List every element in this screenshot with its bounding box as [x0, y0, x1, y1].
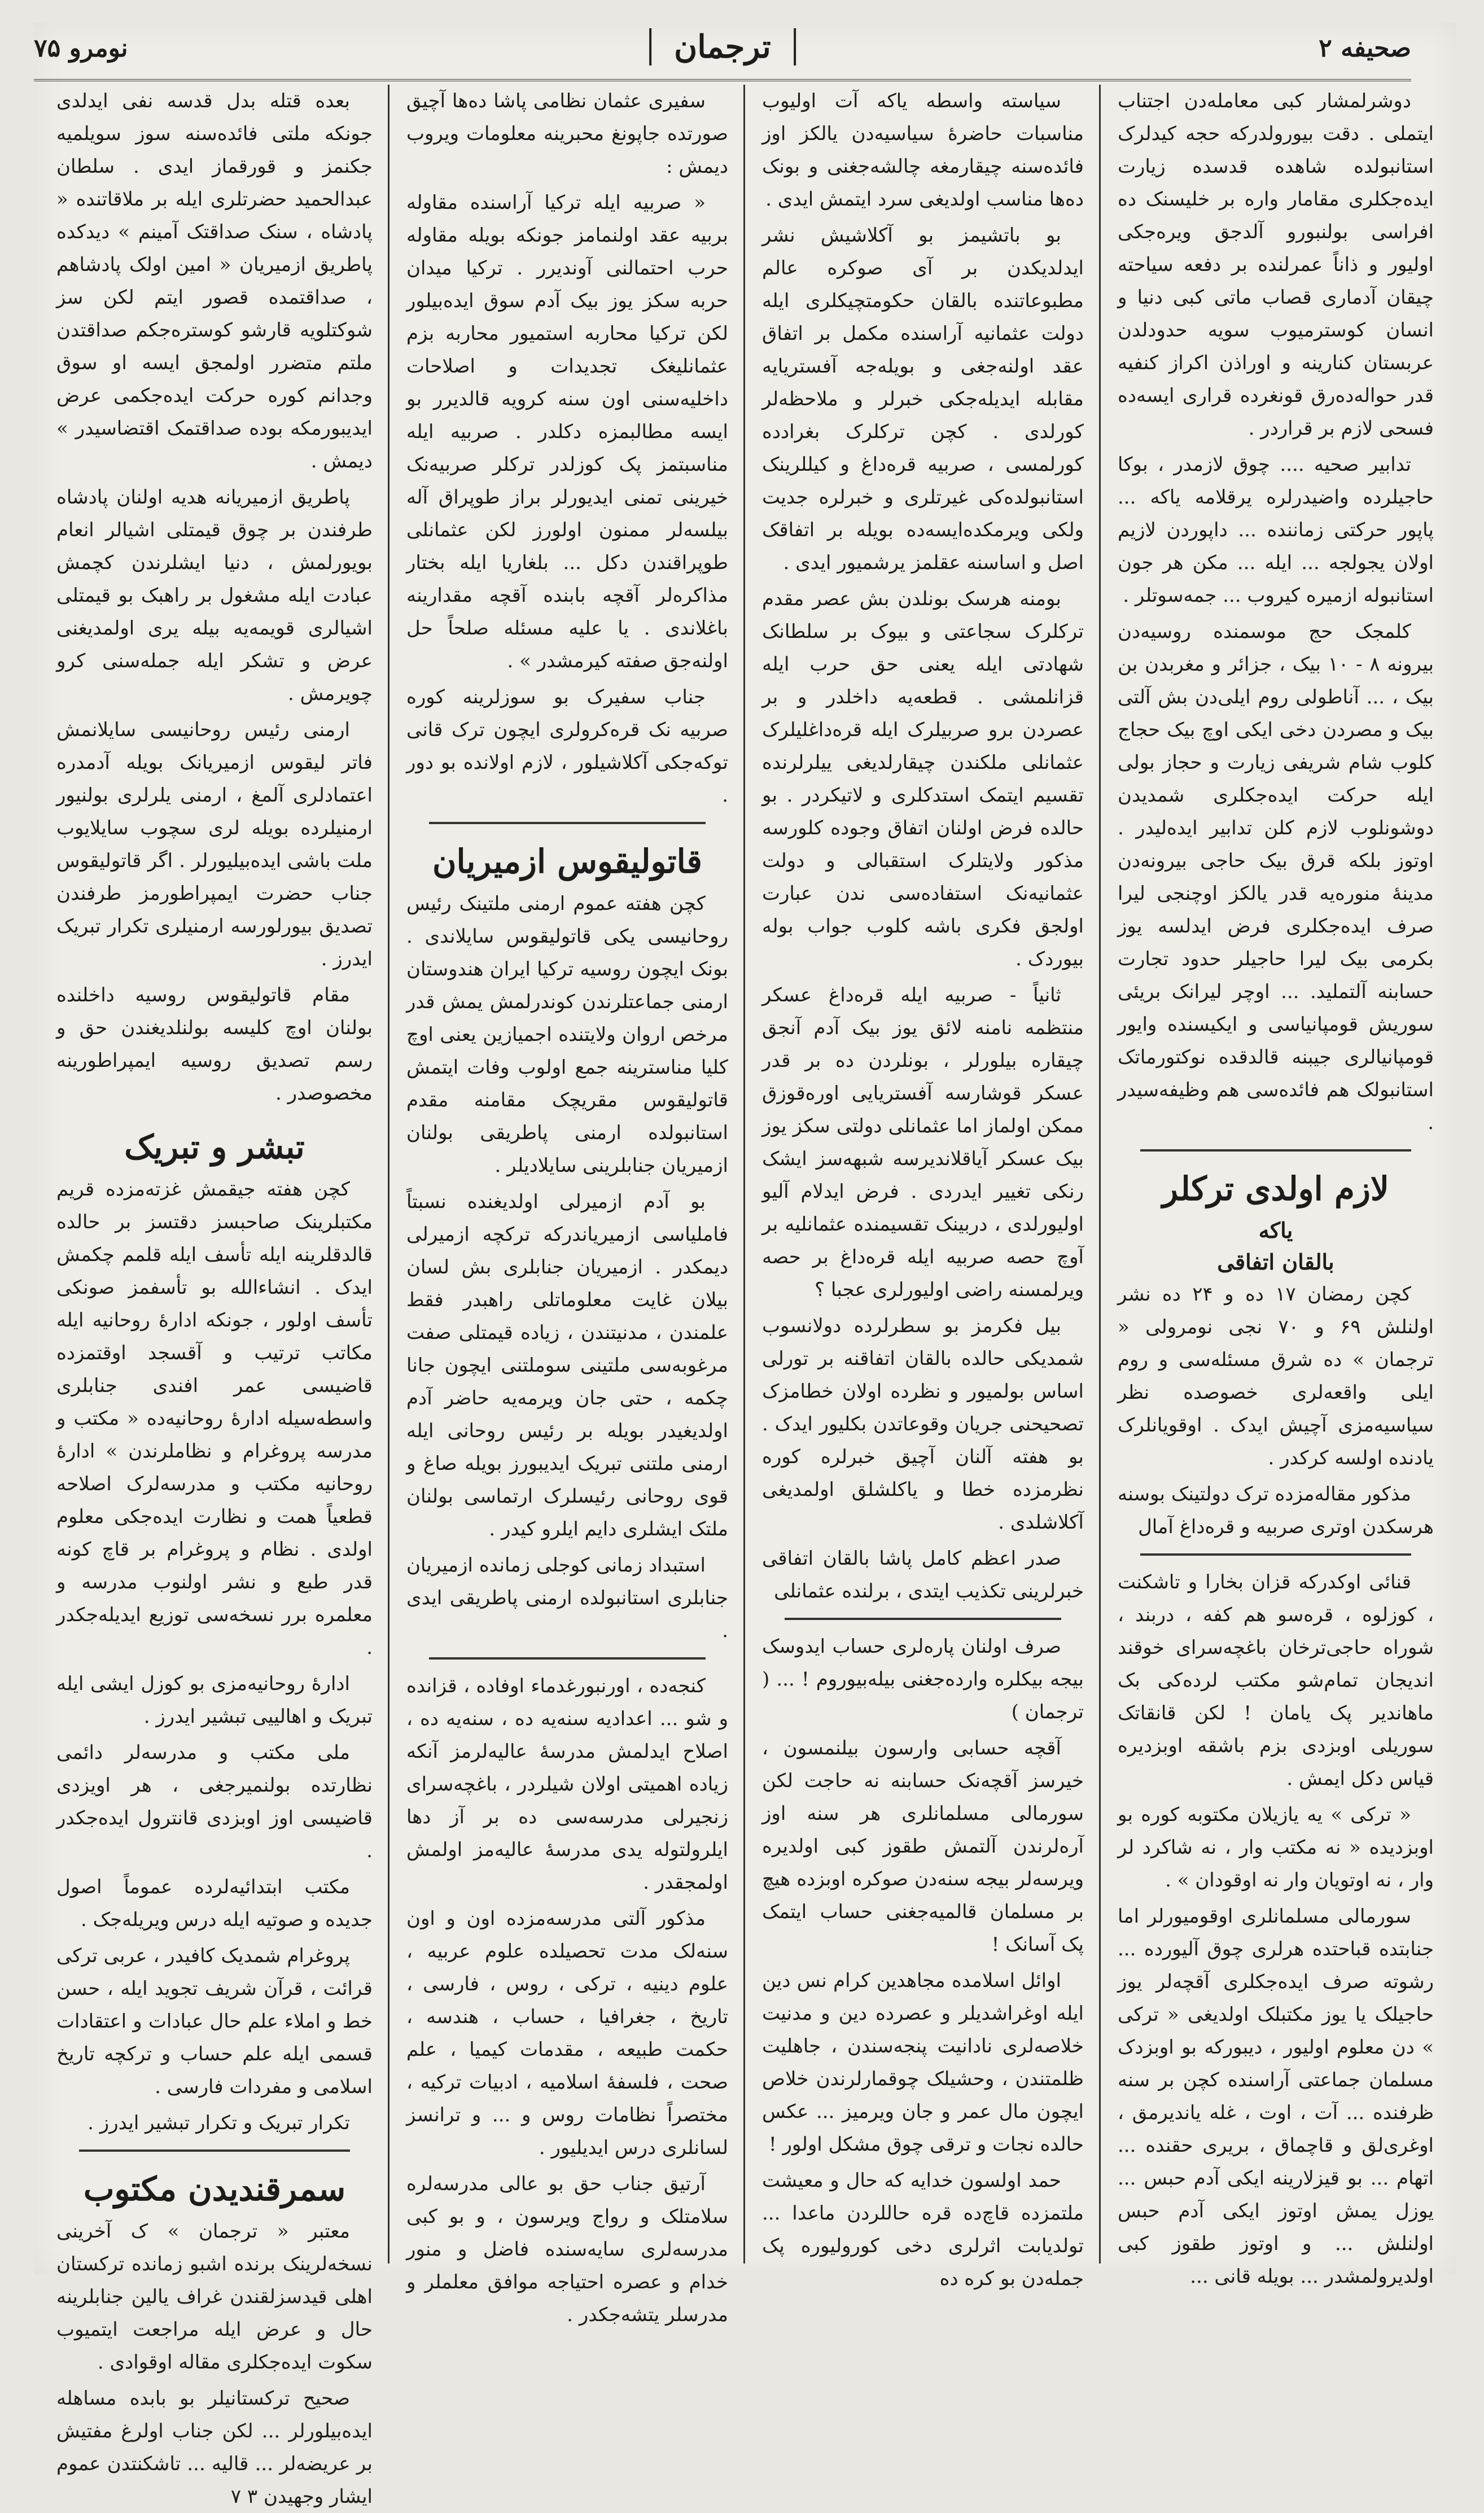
paragraph: معتبر « ترجمان » ک آخرینی نسخه‌لرینک برنده اشبو زمانده ترکستان اهلی قیدسزلقندن غراف یالین جنابلرینه حال و عرض ایله مراجعت ایتمیوب سکوت ایده‌جکلری مقاله اوقوادی .	[56, 2220, 373, 2374]
paragraph: ملی مکتب و مدرسه‌لر دائمی نظارتده بولنمیرجغی ، هر اویزدی قاضیسی اوز اوبزدی قانترول ایده‌جکدر .	[56, 1741, 373, 1862]
paragraph: مذکور آلتی مدرسه‌مزده اون و اون سنه‌لک مدت تحصیلده علوم عربیه ، علوم دینیه ، ترکی ، روس ، فارسی ، تاریخ ، جغرافیا ، حساب ، هندسه ، حکمت طبیعه ، مقدمات کیمیا ، علم صحت ، فلسفهٔ اسلامیه ، ادبیات ترکیه ، مختصراً نظامات روس و ... و ترانسز لسانلری درس ایدیلیور .	[406, 1907, 728, 2159]
paragraph: کچن هفته عموم ارمنی ملتینک رئیس روحانیسی یکی قاتولیقوس سایلاندی . بونک ایچون روسیه ترکیا ایران هندوستان ارمنی جماعتلرندن کوندرلمش یمش قدر مرخص اروان ولایتنده اجمیازین یعنی اوچ کلیا مناسترینه جمع اولوب وفات ایتمش قاتولیقوس مقریچک مقامنه مقدم استانبولده ارمنی پاطریقی بولنان ازمیریان جنابلرینی سایلادیلر .	[406, 892, 728, 1177]
newspaper-title: ترجمان	[649, 28, 796, 65]
paragraph: قنائی اوکدرکه قزان بخارا و تاشکنت ، کوزلوه ، قره‌سو هم کفه ، دربند ، شوراه حاجی‌ترخان باغچه‌سرای خوقند اندیجان تمام‌شو مکتب لرده‌کی بک ماهاندیر پک یامان ! لکن قانقاتک سوریلی اوبزدی بزم باشقه اوبزدیره قیاس دکل ایمش .	[1118, 1571, 1434, 1790]
paragraph: کچن هفته جیقمش غزته‌مزده قریم مکتبلرینک صاحبسز دقتسز بر حالده قالدقلرینه ایله تأسف ایله قلمم چکمش ایدک . انشاءالله بو تأسفمز صونکی تأسف اولور ، جونکه اداره‌ٔ روحانیه ایله مکاتب ترتیب و آقسجد اوقتمزده قاضیسی عمر افندی جنابلری واسطه‌سیله ادارهٔ روحانیه‌ده « مکتب و مدرسه پروغرام و نظاملرندن » ادارهٔ روحانیه مکتب و مدرسه‌لرک اصلاحه قطعیاً همت و نظارت ایده‌جکی معلوم اولدی . نظام و پروغرام بر قاچ کونه قدر طبع و نشر اولنوب مدرسه و معلمره برر نسخه‌سی توزیع ایدیله‌جکدر .	[56, 1178, 373, 1659]
paragraph: آقچه حسابی وارسون بیلنمسون ، خیرسز آقچه‌نک حسابنه نه حاجت لکن سورمالی مسلمانلری هر سنه اوز آره‌لرندن آلتمش طقوز کبی اولدیره ویرسه‌لر بیجه سنه‌دن صوکره اوبزده هیچ بر مسلمان قالمیه‌جغنی حساب ایتمک پک آسانک !	[762, 1737, 1084, 1956]
paragraph: جناب سفیرک بو سوزلرینه کوره صربیه نک قره‌کرولری ایچون ترک قانی توکه‌جکی آکلاشیلور ، لازم اولانده بو دور .	[406, 686, 728, 807]
paragraph: بعده قتله بدل قدسه نفی ایدلدی جونکه ملتی فائده‌سنه سوز سویلمیه جکنمز و قورقماز ایدی . سلطان عبدالحمید حضرتلری ایله بر ملاقاتنده « پادشاه ، سنک صداقتک آمینم » دیدکده پاطریق ازمیریان « امین اولک پادشاهم ، صداقتمده قصور ایتم لکن سز شوکتلویه قارشو کوستره‌جکم صداقتدن ملتم متضرر اولمجق ایسه او سوق وجدانم کوره حرکت ایده‌جکمی عرض ایدیبورمکه بوده صداقتمک اقتضاسیدر » دیمش .	[56, 90, 373, 472]
column-rule	[1099, 85, 1101, 2264]
paragraph: حمد اولسون خدایه که حال و معیشت ملتمزده قاچ‌ده قره حاللردن ماعدا ... تولدیابت اثرلری دخی کورولیوره پک جمله‌دن بو کره ده	[762, 2169, 1084, 2290]
column-rule	[743, 85, 745, 2264]
paragraph: بو آدم ازمیرلی اولدیغنده نسبتاً فاملیاسی ازمیریاندرکه ترکچه ازمیرلی دیمکدر . ازمیریان جنابلری بش لسان بیلان غایت معلوماتلی راهبدر فقط علمندن ، مدنیتندن ، زیاده قیمتلی صفت مرغوبه‌سی ملتینی سوملتنی ایچون جانا چکمه ، حتی جان ویرمه‌یه حاضر آدم اولدیغیدر بویله بر رئیس روحانی ایله ارمنی ملتنی تبریک ایدیبورز بویله صاغ و قوی روحانی رئیسلرک ارتماسی بولنان ملتک ایشلری دایم ایلرو کیدر .	[406, 1190, 728, 1540]
paragraph: ثانیاً - صربیه ایله قره‌داغ عسکر منتظمه نامنه لائق یوز بیک آدم آنجق چیقاره بیلورلر ، بونلردن ده بر قدر عسکر قوشارسه آفستریایی اوره‌قوزق ممکن اولماز اما عثمانلی دولتی سکز یوز بیک عسکر آیاقلاندیرسه شبهه‌سز ایشک رنکی تغییر ایدردی . فرض ایدلام آلیو اولیورلدی ، دربینک تقسیمنده عثمانلیه بر آوچ حصه صربیه ایله قره‌داغ بر حصه ویرلمسنه راضی اولیورلری عجبا ؟	[762, 984, 1084, 1301]
column-4	[56, 85, 373, 2508]
section-divider	[1140, 1553, 1411, 1556]
paragraph: مکتب ابتدائیه‌لرده عموماً اصول جدیده و صوتیه ایله درس ویریله‌جک .	[56, 1876, 373, 1931]
paragraph: صرف اولنان پاره‌لری حساب ایدوسک بیجه بیکلره وارده‌جغنی بیله‌بیوروم ! ... ( ترجمان )	[762, 1635, 1084, 1723]
section-divider	[429, 1657, 706, 1660]
paragraph: آرتیق جناب حق بو عالی مدرسه‌لره سلامتلک و رواج ویرسون ، و بو کبی مدرسه‌لری سایه‌سنده فاضل و منور خدام و عصره احتیاجه موافق معلملر و مدرسلر یتشه‌جکدر .	[406, 2173, 728, 2326]
column-rule	[388, 85, 389, 2264]
paragraph: « ترکی » یه یازیلان مکتوبه کوره بو اوبزدیده « نه مکتب وار ، نه شاکرد لر وار ، نه اوتویان وار نه اوقودان » .	[1118, 1803, 1434, 1892]
paragraph: مذکور مقاله‌مزده ترک دولتینک بوسنه هرسکدن اوتری صربیه و قره‌داغ آمال	[1118, 1483, 1434, 1538]
paragraph: سیاسته واسطه یاکه آت اولیوب مناسبات حاضرهٔ سیاسیه‌دن یالکز اوز فائده‌سنه چیقارمغه چالشه‌جغنی و بونک ده‌ها مناسب اولدیغی سرد ایتمش ایدی .	[762, 90, 1084, 211]
issue-number-label: نومرو ۷۵	[34, 34, 128, 63]
paragraph: سورمالی مسلمانلری اوقومیورلر اما جنابتده قباحتده هرلری چوق آلیورده ... رشوته صرف ایده‌جکلری آقچه‌لر یوز حاجیلک یا یوز مکتبلک اولدیغی « ترکی » دن معلوم اولیور ، دیبورکه بو اوبزدک مسلمان جماعتی آراسنده کچن بر سنه ظرفنده ... آت ، اوت ، غله یاندیرمق ، اوغری‌لق و قاچماق ، بریری حقنده ... اتهام ... بو قیزلارینه ایکی آدم حبس ... یوزل یمش اوتوز ایکی آدم حبس اولنلش ... و اوتوز طقوز کبی اولدیرولمشدر ... بویله قانی ...	[1118, 1905, 1434, 2288]
section-divider	[79, 2149, 350, 2152]
paragraph: اداره‌ٔ روحانیه‌مزی بو کوزل ایشی ایله تبریک و اهالییی تبشیر ایدرز .	[56, 1673, 373, 1728]
paragraph: مقام قاتولیقوس روسیه داخلنده بولنان اوچ کلیسه بولنلدیغندن حق و رسم تصدیق روسیه ایمپراطورینه مخصوصدر .	[56, 984, 373, 1105]
section-divider	[429, 822, 706, 824]
paragraph: بومنه هرسک بونلدن بش عصر مقدم ترکلرک سجاعتی و بیوک بر سلطانک شهادتی ایله یعنی حق حرب ایله قزانلمشی . قطعه‌یه داخلدر و بر عصردن برو صربیلرک ایله قره‌داغلیلرک عثمانلی ملکندن چیقارلدیغی ییلرلرنده تقسیم ایتمک استدکلری و لاتیکردر . بو حالده فرض اولنان اتفاق وجوده کلورسه مذکور ولایتلرک استقبالی و دولت عثمانیه‌نک استفاده‌سی ندن عبارت اولجق فکری باشه کلوب جواب بوله بیوردک .	[762, 588, 1084, 970]
paragraph: سفیری عثمان نظامی پاشا ده‌ها آچیق صورتده جاپونغ محبرینه معلومات ویروب دیمش :	[406, 90, 728, 178]
article-subheading: یاکه	[1258, 1218, 1293, 1243]
paragraph: اوائل اسلامده مجاهدین کرام نس دین ایله اوغراشدیلر و عصرده دین و مدنیت خلاصه‌لری نادانیت پنجه‌سندن ، جاهلیت ظلمتندن ، وحشیلک چوقمارلرندن خلاص ایچون مال عمر و جان ویرمیز ... عکس حالده نجات و ترقی چوق مشکل اولور !	[762, 1969, 1084, 2156]
paragraph: ارمنی رئیس روحانیسی سایلانمش فاتر لیقوس ازمیریانک بویله آدمدره اعتمادلری آلمغ ، ارمنی یلرلری بولنیور ارمنیلرده بویله لری سچوب سایلایوب ملت باشی ایده‌بیلیورلر . اگر قاتولیقوس جناب حضرت ایمپراطورمز طرفندن تصدیق بیورلورسه ارمنیلری تکرار تبریک ایدرز .	[56, 719, 373, 970]
paragraph: بو باتشیمز بو آکلاشیش نشر ایدلدیکدن بر آی صوکره عالم مطبوعاتنده بالقان حکومتچیکلری ایله دولت عثمانیه آراسنده مکمل بر اتفاق عقد اولنه‌جغی و بویله‌جه آفستریایه مقابله ایدیله‌جکی خبرلر و ملاحظه‌لر کورلدی . کچن ترکلرک بغرادده کورلمسی ، صربیه قره‌داغ و کیللرینک استانبولده‌کی غیرتلری و خبرلره جدیت ولکی ویرمکده‌ایسه‌ده بویله بر اتفاقک اصل و اساسنه عقلمز یرشمیور ایدی .	[762, 224, 1084, 574]
paragraph: پاطریق ازمیریانه هدیه اولنان پادشاه طرفندن بر چوق قیمتلی اشیالر انعام بویورلمش ، دنیا ایشلرندن کچمش عبادت ایله مشغول بر راهبک بو قیمتلی اشیالری قویمه‌یه بیله یری اولمدیغنی عرض و تشکر ایله جمله‌سنی کرو چویرمش .	[56, 486, 373, 705]
article-headline: قاتولیقوس ازمیریان	[432, 842, 703, 881]
column-2	[762, 85, 1084, 2290]
paragraph: پروغرام شمدیک کافیدر ، عربی ترکی قرائت ، قرآن شریف تجوید ایله ، حسن خط و املاء علم حال عبادات و اعتقادات قسمی ایله علم حساب و ترکچه تاریخ اسلامی و مفردات فارسی .	[56, 1945, 373, 2098]
paragraph: صدر اعظم کامل پاشا بالقان اتفاقی خبرلرینی تکذیب ایتدی ، برلنده عثمانلی	[762, 1547, 1084, 1603]
section-divider	[785, 1618, 1061, 1620]
masthead	[34, 23, 1411, 85]
paragraph: استبداد زمانی کوجلی زمانده ازمیریان جنابلری استانبولده ارمنی پاطریقی ایدی .	[406, 1554, 728, 1642]
paragraph: تکرار تبریک و تکرار تبشیر ایدرز .	[87, 2112, 350, 2134]
section-divider	[1140, 1149, 1411, 1152]
column-area	[56, 85, 1434, 2508]
article-headline: سمرقندیدن مکتوب	[83, 2170, 346, 2208]
column-3	[406, 85, 728, 2326]
paragraph: « صربیه ایله ترکیا آراسنده مقاوله بربیه عقد اولنمامز جونکه بویله مقاوله حرب احتمالنی آوندیرر . ترکیا میدان حربه سکز یوز بیک آدم سوق ایده‌بیلور لکن ترکیا محاربه استمیور محاربه بزم عثمانلیغک تجدیدات و اصلاحات داخلیه‌سنی اون سنه کرویه قالدیرر بو ایسه مطالبمزه دکلدر . صربیه ایله مناسبتمز پک کوزلدر ترکلر صربیه‌نک خیرینی تمنی ایدیورلر براز طوپراق آله بیلسه‌لر ممنون اولورز لکن عثمانلی طوپراقندن دکل ... بلغاریا ایله بختار مذاکره‌لر آقچه بابنده آقچه مقدارینه باغلاندی . یا علیه مسئله صلحاً حل اولنه‌جق صفته کیرمشدر » .	[406, 191, 728, 672]
article-subheading: بالقان اتفاقی	[1217, 1249, 1334, 1275]
paragraph: صحیح ترکستانیلر بو بابده مساهله ایده‌بیلورلر ... لکن جناب اولرغ مفتیش بر عریضه‌لر ... قالیه ... تاشکنتدن عموم ایشار وجهیدن ۳ ۷	[56, 2387, 373, 2508]
column-1	[1118, 85, 1434, 2288]
page-number-label: صحیفه ۲	[1319, 34, 1411, 63]
paragraph: بیل فکرمز بو سطرلرده دولانسوب شمدیکی حالده بالقان اتفاقنه بر تورلی اساس بولمیور و نظرده اولان خطامزک تصحیحنی جریان وقوعاتدن بکلیور ایدک . بو هفته آلنان آچیق خبرلره کوره نظرمزده خطا و یاکلشلق اولمدیغی آکلاشلدی .	[762, 1315, 1084, 1534]
paragraph: کچن رمضان ۱۷ ده و ۲۴ ده نشر اولنلش ۶۹ و ۷۰ نجی نومرولی « ترجمان » ده شرق مسئله‌سی و روم ایلی واقعه‌لری خصوصده نظر سیاسیه‌مزی آچیش ایدک . اوقویانلرک یادنده اولسه کرکدر .	[1118, 1283, 1434, 1469]
paragraph: کلمجک حج موسمنده روسیه‌دن بیرونه ۸ - ۱۰ بیک ، جزائر و مغربدن بن بیک ، ... آناطولی روم ایلی‌دن بش آلتی بیک و مصردن دخی ایکی اوچ بیک حجاج کلوب شام شریفی زیارت و حجاز بولی ایله حرکت ایده‌جکلری شمدیدن دوشونلوب لازم کلن تدابیر ایده‌لیدر . اوتوز بلکه قرق بیک حاجی بیرونه‌دن مدینهٔ منوره‌یه قدر یالکز اوچنجی لیرا صرف ایده‌جکلری فرض ایدلسه یوز بکرمی بیک لیرا حاجیلر حدود تجارت حسابنه آلتملید. ... اوچر لیرانک بریئی سوریش قومپانیاسی و ایکیسنده وایور قومپانیالری جیبنه قالدقده نوکتورماتک استانبولک هم فائده‌سی هم وظیفه‌سیدر .	[1118, 620, 1434, 1134]
paragraph: تدابیر صحیه .... چوق لازمدر ، بوکا حاجیلرده واضیدرلره یرقلامه یاکه ... پاپور حرکتی زماننده ... داپوردن لازیم اولان یجولجه ... ایله ... مکن هر جون استانبوله ازمیره کیروب ... جمه‌سوتلر .	[1118, 453, 1434, 607]
article-headline: تبشر و تبریک	[124, 1128, 305, 1166]
masthead-rule	[34, 79, 1411, 81]
paragraph: کنجه‌ده ، اورنبورغدماء اوفاده ، قزانده و شو ... اعدادیه سنه‌یه ده ، سنه‌یه ده ، اصلاح ایدلمش مدرسهٔ عالیه‌لرمز آنکه زیاده اهمیتی اولان شیلردر ، باغچه‌سرای زنجیرلی مدرسه‌سی ده بر آز دها ایلرولتوله یدی مدرسهٔ عالیه‌مز اولمش اولمجقدر .	[406, 1675, 728, 1894]
paragraph: دوشرلمشار کبی معامله‌دن اجتناب ایتملی . دقت بیورولدرکه حجه کیدلرک استانبولده شاهده قدسده زیارت ایده‌جکلری مقامار واره بر خلیسنک ده افراسی بولنبورو آلدجق ویره‌جکی اولیور و ذاناً عمرلنده بر دفعه سیاحته چیقان آدماری قصاب ماتی کبی دنیا و انسان کوسترمیوب سویه حدودلدن عربستان کنارینه و اوراذن اکراز کنفیه قدر حواله‌ده‌رق قونغرده قراری ایسه‌ده فسحی لازم بر قراردر .	[1118, 90, 1434, 440]
article-headline: لازم اولدی ترکلر	[1162, 1170, 1389, 1208]
